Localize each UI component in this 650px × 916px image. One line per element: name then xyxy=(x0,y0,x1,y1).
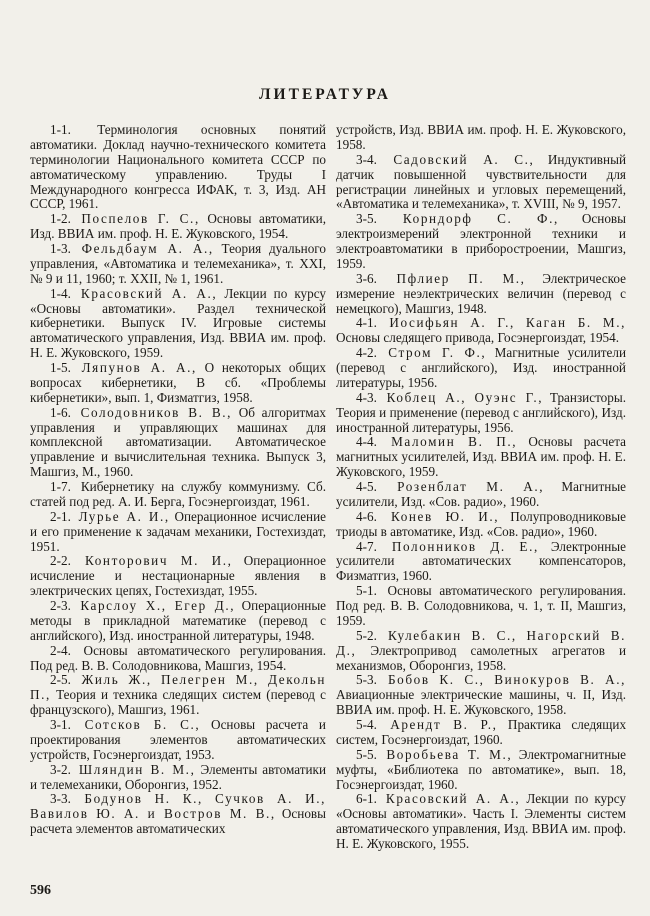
reference-text: Основы расчета и проектирования элементов автоматических устройств, Госэнергоиздат, 1953. xyxy=(30,717,326,762)
reference-number: 1-7. xyxy=(50,479,71,494)
reference-text: Лекции по курсу «Основы автоматики». Часть I. Элементы систем автоматического управления, Изд. ВВИА им. проф. Н. Е. Жуковского, 1955. xyxy=(336,791,627,851)
reference-number: 2-3. xyxy=(50,598,71,613)
reference-number: 5-3. xyxy=(356,672,377,688)
reference-entry xyxy=(30,510,326,555)
reference-author: Красовский А. А., xyxy=(80,285,218,301)
reference-author: Конторович М. И., xyxy=(84,553,233,569)
reference-author: Иосифьян А. Г., Каган Б. М., xyxy=(389,315,627,331)
reference-number: 4-6. xyxy=(356,508,377,524)
reference-entry xyxy=(30,361,326,406)
reference-number: 1-5. xyxy=(50,360,71,375)
reference-text: Электронные усилители автоматических компенсаторов, Физматгиз, 1960. xyxy=(336,538,627,584)
reference-entry xyxy=(30,599,326,644)
reference-number: 6-1. xyxy=(356,791,377,807)
reference-author: Жиль Ж., Пелегрен М., Декольн П., xyxy=(30,672,326,703)
reference-entry xyxy=(336,272,626,317)
reference-author: Коблец А., Оуэнс Г., xyxy=(386,389,544,405)
reference-author: Воробьева Т. М., xyxy=(386,746,513,762)
reference-author: Кулебакин В. С., Нагорский В. Д., xyxy=(336,627,626,658)
reference-entry xyxy=(30,480,326,510)
reference-author: Красовский А. А., xyxy=(385,791,521,807)
reference-text: Основы электроизмерений электронной техники и электроавтоматики в приборостроении, Машгиз, 1959. xyxy=(336,211,627,271)
reference-entry xyxy=(30,644,326,674)
page-title: ЛИТЕРАТУРА xyxy=(259,86,391,103)
reference-author: Солодовников В. В., xyxy=(80,404,233,420)
reference-number: 3-5. xyxy=(356,211,377,227)
reference-number: 3-6. xyxy=(356,270,377,286)
reference-entry xyxy=(336,718,626,748)
reference-text: Об алгоритмах управления и управляющих машинах для комплексной автоматизации. Автоматическое управление и вычислительная техника. Выпуск 3, Машгиз, М., 1960. xyxy=(30,404,326,480)
reference-entry xyxy=(336,748,626,793)
reference-text: Терминология основных понятий автоматики. Доклад научно-технического комитета терминологии Национального комитета СССР по автоматическому управлению. Труды I Международного конгресса ИФАК, т. 3, Изд. АН СССР, 1961. xyxy=(30,122,326,212)
reference-entry xyxy=(30,406,326,480)
reference-number: 5-4. xyxy=(356,717,377,732)
reference-entry xyxy=(336,540,626,585)
reference-entry xyxy=(30,673,326,718)
reference-author: Маломин В. П., xyxy=(391,434,518,450)
reference-entry xyxy=(30,123,326,212)
reference-entry xyxy=(336,510,626,540)
reference-number: 4-3. xyxy=(356,389,377,405)
reference-number: 1-3. xyxy=(50,241,71,256)
references-left-column xyxy=(30,123,326,837)
reference-author: Сотсков Б. С., xyxy=(84,717,201,732)
reference-number: 1-2. xyxy=(50,211,71,227)
reference-entry xyxy=(336,212,626,272)
reference-text: Теория дуального управления, «Автоматика и телемеханика», т. XXI, № 9 и 11, 1960; т. XXII, № 1, 1961. xyxy=(30,241,326,286)
reference-text: Электрическое измерение неэлектрических величин (перевод с немецкого), Машгиз, 1948. xyxy=(336,270,627,316)
reference-number: 5-5. xyxy=(356,746,377,762)
reference-author: Лурье А. И., xyxy=(78,508,170,524)
reference-text: Авиационные электрические машины, ч. II, Изд. ВВИА им. проф. Н. Е. Жуковского, 1958. xyxy=(336,687,626,718)
reference-author: Шляндин В. М., xyxy=(78,761,196,777)
reference-entry xyxy=(30,792,326,837)
reference-text: О некоторых общих вопросах кибернетики, В сб. «Проблемы кибернетики», вып. 1, Физматгиз, 1958. xyxy=(30,360,326,405)
page-number: 596 xyxy=(30,883,51,898)
reference-entry xyxy=(336,123,626,153)
reference-number: 3-2. xyxy=(50,761,71,777)
reference-number: 3-4. xyxy=(356,151,377,167)
reference-author: Розенблат М. А., xyxy=(397,479,545,494)
reference-text: Основы автоматического регулирования. Под ред. В. В. Солодовникова, ч. 1, т. II, Машгиз, 1959. xyxy=(336,583,626,628)
reference-author: Пфлиер П. М., xyxy=(396,270,526,286)
reference-text: Магнитные усилители, Изд. «Сов. радио», 1960. xyxy=(336,479,627,509)
reference-text: устройств, Изд. ВВИА им. проф. Н. Е. Жуковского, 1958. xyxy=(336,122,626,152)
reference-text: Лекции по курсу «Основы автоматики». Раздел технической кибернетики. Выпуск IV. Игровые системы автоматического управления, Изд. ВВИА им. проф. Н. Е. Жуковского, 1959. xyxy=(30,285,327,361)
reference-entry xyxy=(336,391,626,436)
reference-text: Магнитные усилители (перевод с английского), Изд. иностранной литературы, 1956. xyxy=(336,345,627,390)
reference-number: 4-7. xyxy=(356,538,377,554)
reference-author: Бодунов Н. К., Сучков А. И., Вавилов Ю. А. и Востров М. В., xyxy=(30,791,327,822)
reference-number: 4-5. xyxy=(356,479,377,494)
reference-text: Основы расчета элементов автоматических xyxy=(30,806,327,837)
reference-text: Операционное исчисление и нестационарные явления в электрических цепях, Гостехиздат, 1955. xyxy=(30,553,327,599)
reference-number: 4-2. xyxy=(356,345,377,361)
reference-text: Основы автоматического регулирования. Под ред. В. В. Солодовникова, Машгиз, 1954. xyxy=(30,642,326,673)
reference-entry xyxy=(336,673,626,718)
reference-number: 5-2. xyxy=(356,627,377,643)
reference-author: Арендт В. Р., xyxy=(390,717,498,732)
reference-number: 4-4. xyxy=(356,434,377,450)
reference-author: Ляпунов А. А., xyxy=(81,360,197,375)
reference-entry xyxy=(30,718,326,763)
reference-number: 2-5. xyxy=(50,672,71,688)
reference-entry xyxy=(336,316,626,346)
reference-author: Садовский А. С., xyxy=(393,151,535,167)
reference-number: 1-4. xyxy=(50,285,71,301)
reference-number: 2-1. xyxy=(50,508,71,524)
reference-text: Теория и техника следящих систем (перевод с французского), Машгиз, 1961. xyxy=(30,687,327,718)
references-right-column xyxy=(336,123,626,852)
reference-text: Практика следящих систем, Госэнергоиздат, 1960. xyxy=(336,717,627,747)
reference-entry xyxy=(30,554,326,599)
reference-text: Индуктивный датчик повышенной чувствительности для регистрации линейных и угловых перемещений, «Автоматика и телемеханика», т. XVIII, № 9, 1957. xyxy=(336,151,626,212)
reference-entry xyxy=(30,287,326,361)
reference-text: Транзисторы. Теория и применение (перевод с английского), Изд. иностранной литературы, 1956. xyxy=(336,389,627,435)
reference-number: 3-1. xyxy=(50,717,71,732)
reference-text: Основы автоматики, Изд. ВВИА им. проф. Н. Е. Жуковского, 1954. xyxy=(30,211,327,242)
reference-entry xyxy=(336,584,626,629)
reference-text: Электропривод самолетных агрегатов и механизмов, Оборонгиз, 1958. xyxy=(336,642,626,673)
reference-number: 1-1. xyxy=(50,122,71,137)
reference-number: 3-3. xyxy=(50,791,71,807)
reference-text: Операционное исчисление и его применение к задачам механики, Гостехиздат, 1951. xyxy=(30,508,327,554)
reference-author: Бобов К. С., Винокуров В. А., xyxy=(388,672,627,688)
reference-text: Основы следящего привода, Госэнергоиздат, 1954. xyxy=(336,330,620,346)
reference-entry xyxy=(30,212,326,242)
reference-number: 1-6. xyxy=(50,404,71,420)
reference-entry xyxy=(30,763,326,793)
reference-entry xyxy=(30,242,326,287)
reference-entry xyxy=(336,792,626,852)
reference-author: Карслоу Х., Егер Д., xyxy=(80,598,236,613)
reference-entry xyxy=(336,346,626,391)
reference-number: 5-1. xyxy=(356,583,377,599)
reference-number: 2-2. xyxy=(50,553,71,569)
reference-text: Электромагнитные муфты, «Библиотека по автоматике», вып. 18, Госэнергоиздат, 1960. xyxy=(336,746,627,792)
reference-number: 2-4. xyxy=(50,642,71,658)
reference-author: Фельдбаум А. А., xyxy=(81,241,214,256)
reference-entry xyxy=(336,435,626,480)
reference-author: Стром Г. Ф., xyxy=(388,345,487,361)
reference-number: 4-1. xyxy=(356,315,377,331)
reference-text: Элементы автоматики и телемеханики, Оборонгиз, 1952. xyxy=(30,761,327,792)
reference-author: Конев Ю. И., xyxy=(390,508,500,524)
reference-entry xyxy=(336,153,626,213)
reference-text: Полупроводниковые триоды в автоматике, Изд. «Сов. радио», 1960. xyxy=(336,508,626,539)
reference-text: Операционные методы в прикладной математике (перевод с английского), Изд. иностранной литературы, 1948. xyxy=(30,598,327,643)
reference-text: Основы расчета магнитных усилителей, Изд. ВВИА им. проф. Н. Е. Жуковского, 1959. xyxy=(336,434,627,480)
reference-author: Полонников Д. Е., xyxy=(391,538,539,554)
reference-author: Корндорф С. Ф., xyxy=(402,211,559,227)
reference-text: Кибернетику на службу коммунизму. Сб. статей под ред. А. И. Берга, Госэнергоиздат, 1961. xyxy=(30,479,326,509)
reference-entry xyxy=(336,480,626,510)
reference-entry xyxy=(336,629,626,674)
reference-author: Поспелов Г. С., xyxy=(81,211,200,227)
